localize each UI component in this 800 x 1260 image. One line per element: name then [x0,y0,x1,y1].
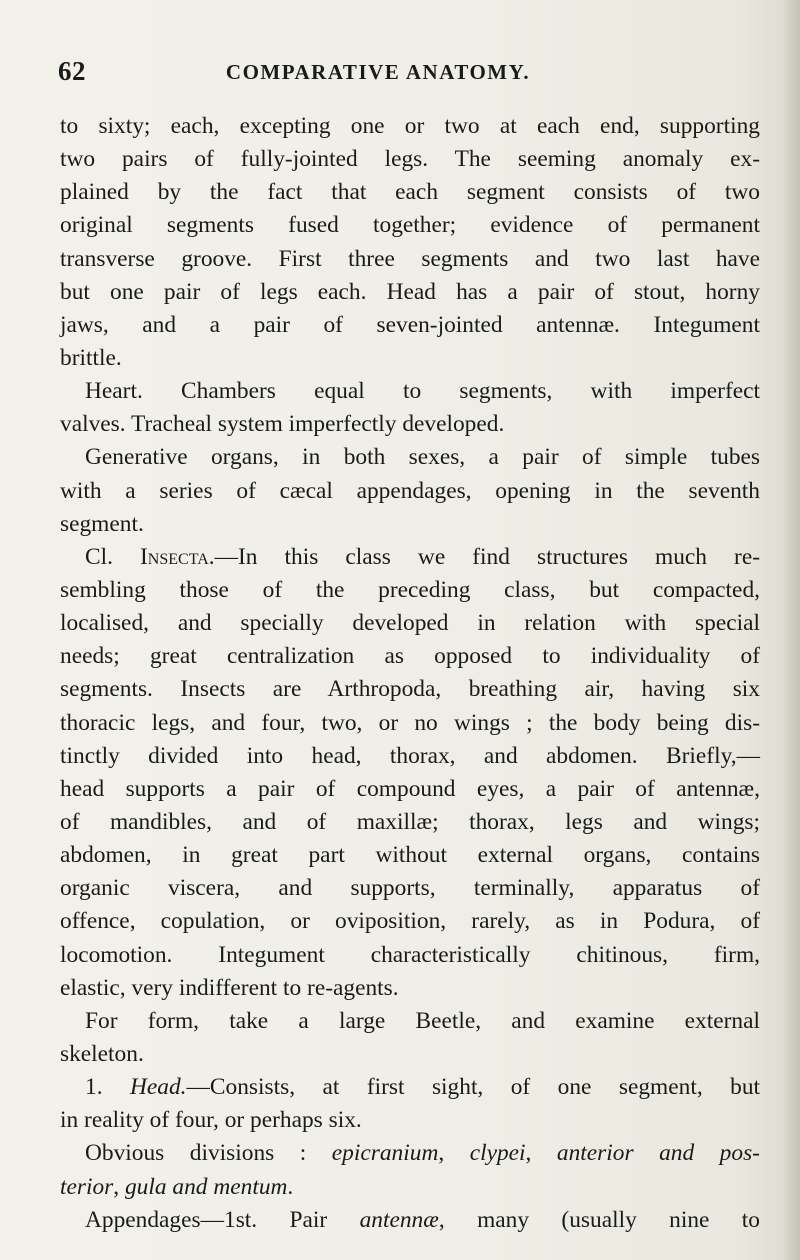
text-line: two pairs of fully-jointed legs. The seeming anomaly ex- [60,146,760,173]
text-line: locomotion. Integument characteristically chitinous, firm, [60,941,760,968]
term-anterior-posterior: anterior and pos- [556,1140,760,1167]
text-line: thoracic legs, and four, two, or no wings ; the body being dis- [60,709,760,736]
text-line: segments. Insects are Arthropoda, breathing air, having six [60,676,760,703]
class-name-insecta: Insecta. [140,543,215,570]
text-line [60,1204,760,1237]
text-line: jaws, and a pair of seven-jointed antennæ. Integument [60,311,760,338]
text-span: —Consists, at first sight, of one segment, but [186,1074,761,1101]
term-antennae: antennæ [359,1206,439,1233]
text-line: in reality of four, or perhaps six. [60,1107,362,1134]
text-line: head supports a pair of compound eyes, a pair of antennæ, [60,775,760,802]
text-line: abdomen, in great part without external organs, contains [60,842,760,869]
text-line: For form, take a large Beetle, and examine external [85,1007,760,1034]
text-line: localised, and specially developed in relation with special [60,610,760,637]
page-number: 62 [58,56,86,86]
text-line: skeleton. [60,1040,144,1067]
text-span: , [113,1173,125,1200]
term-clypei: clypei [469,1140,526,1167]
section-label: Cl. [85,543,141,570]
text-span: , [438,1140,470,1167]
text-line: tinctly divided into head, thorax, and abdomen. Briefly,— [60,742,760,769]
heading-head: Head. [130,1074,187,1101]
text-line: organic viscera, and supports, terminally, apparatus of [60,875,760,902]
body-text [60,110,760,1237]
item-number: 1. [85,1074,130,1101]
term-gula-mentum: gula and mentum [124,1173,288,1200]
text-line: of mandibles, and of maxillæ; thorax, legs and wings; [60,808,760,835]
text-span: Appendages—1st. Pair [85,1206,360,1233]
text-line: needs; great centralization as opposed to individuality of [60,643,760,670]
text-line [60,541,760,574]
text-line: but one pair of legs each. Head has a pair of stout, horny [60,278,760,305]
text-line: segment. [60,510,144,537]
text-line: elastic, very indifferent to re-agents. [60,974,399,1001]
text-line [60,1071,760,1104]
text-line [60,1171,760,1204]
text-line: brittle. [60,344,122,371]
text-line: with a series of cæcal appendages, opening in the seventh [60,477,760,504]
page-edge-shadow [782,0,800,1260]
term-terior: terior [60,1173,114,1200]
term-epicranium: epicranium [331,1140,439,1167]
text-line: to sixty; each, excepting one or two at each end, supporting [60,113,760,139]
page-header [58,56,758,92]
text-line [60,1137,760,1170]
text-span: . [287,1173,294,1200]
text-line: Heart. Chambers equal to segments, with imperfect [85,378,760,405]
text-line: sembling those of the preceding class, but compacted, [60,576,760,603]
running-head: COMPARATIVE ANATOMY. [225,60,531,84]
text-span: , [525,1140,557,1167]
text-line: original segments fused together; evidence of permanent [60,212,760,239]
text-line: transverse groove. First three segments and two last have [60,245,760,272]
text-span: , many (usually nine to [438,1206,761,1233]
text-line: offence, copulation, or oviposition, rarely, as in Podura, of [60,908,760,935]
text-span: —In this class we find structures much re- [214,543,761,570]
text-line: Generative organs, in both sexes, a pair of simple tubes [85,444,760,471]
text-line: plained by the fact that each segment consists of two [60,179,760,206]
text-line: valves. Tracheal system imperfectly developed. [60,411,505,438]
text-span: Obvious divisions : [85,1140,332,1167]
